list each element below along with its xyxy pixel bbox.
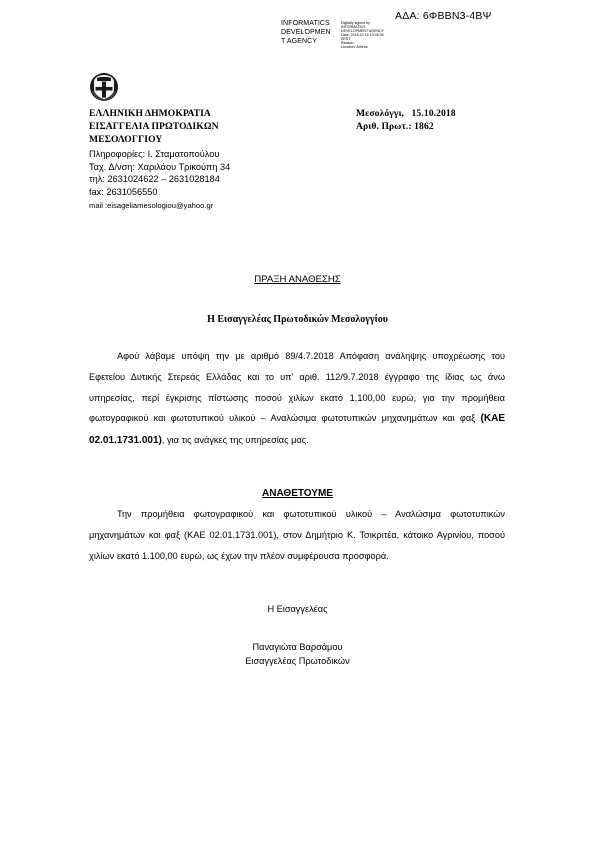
- paragraph-considering: [89, 346, 505, 452]
- header-authority-3: ΜΕΣΟΛΟΓΓΙΟΥ: [89, 134, 163, 145]
- assignment-heading: ΑΝΑΘΕΤΟΥΜΕ: [262, 488, 333, 499]
- stamp-line: DEVELOPMEN: [281, 29, 331, 36]
- digital-signature-stamp: [281, 20, 431, 52]
- coat-of-arms-icon: [89, 72, 119, 102]
- paragraph-assignment: Την προμήθεια φωτογραφικού και φωτοτυπικού υλικού – Αναλώσιμα φωτοτυπικών μηχανημάτων και φαξ (ΚΑΕ 02.01.1731.001), στον Δημήτριο Κ. Τσικριτέα, κάτοικο Αγρινίου, ποσού χιλίων εκατό 1.100,00 ευρώ, ως έχων την πλέον συμφέρουσα προσφορά.: [89, 509, 505, 561]
- stamp-detail: Digitally signed by: [341, 21, 370, 25]
- paragraph-text: , για τις ανάγκες της υπηρεσίας μας.: [161, 435, 309, 446]
- header-authority-2: ΕΙΣΑΓΓΕΛΙΑ ΠΡΩΤΟΔΙΚΩΝ: [89, 121, 219, 132]
- signatory-title: Εισαγγελέας Πρωτοδικών: [245, 656, 350, 666]
- stamp-detail: Reason:: [341, 41, 355, 45]
- paragraph-text: Αφού λάβαμε υπόψη την με αριθμό 89/4.7.2018 Απόφαση ανάληψης υποχρέωσης του Εφετείου Δυτικής Στερεάς Ελλάδας και το υπ’ αριθ. 112/9.7.2018 έγγραφο της ίδιας ως άνω υπηρεσίας, περί έγκρισης πίστωσης ποσού χιλίων εκατό 1.100,00 ευρώ, για την προμήθεια φωτογραφικού και φωτοτυπικού υλικού – Αναλώσιμα φωτοτυπικών μηχανημάτων και φαξ: [89, 351, 505, 424]
- contact-fax: fax: 2631056550: [89, 187, 158, 197]
- contact-phone: τηλ: 2631024622 – 2631028184: [89, 174, 220, 184]
- signatory-role: Η Εισαγγελέας: [267, 604, 328, 614]
- contact-email: mail :eisageliamesologiou@yahoo.gr: [89, 201, 214, 210]
- stamp-detail: Location: Athens: [341, 45, 368, 49]
- stamp-detail: Date: 2018.10.15 10:26:35: [341, 33, 384, 37]
- contact-address: Ταχ. Δ/νση: Χαριλάου Τρικούπη 34: [89, 162, 231, 172]
- issuing-authority: Η Εισαγγελέας Πρωτοδικών Μεσολογγίου: [207, 314, 388, 325]
- stamp-detail: EEST: [341, 37, 351, 41]
- budget-code: (ΚΑΕ 02.01.1731.001): [89, 413, 505, 447]
- place-date: Μεσολόγγι, 15.10.2018: [356, 108, 456, 119]
- ada-code: ΑΔΑ: 6ΦΒΒΝ3-4ΒΨ: [395, 10, 492, 22]
- stamp-line: INFORMATICS: [281, 20, 330, 27]
- protocol-number: Αριθ. Πρωτ.: 1862: [356, 121, 434, 132]
- contact-info-person: Πληροφορίες: Ι. Σταματοπούλου: [89, 149, 220, 159]
- stamp-detail: DEVELOPMENT AGENCY: [341, 29, 385, 33]
- header-authority-1: ΕΛΛΗΝΙΚΗ ΔΗΜΟΚΡΑΤΙΑ: [89, 108, 211, 119]
- stamp-line: T AGENCY: [281, 38, 318, 45]
- stamp-detail: INFORMATICS: [341, 25, 366, 29]
- signatory-name: Παναγιώτα Βαρσάμου: [252, 642, 343, 652]
- document-title: ΠΡΑΞΗ ΑΝΑΘΕΣΗΣ: [254, 274, 341, 285]
